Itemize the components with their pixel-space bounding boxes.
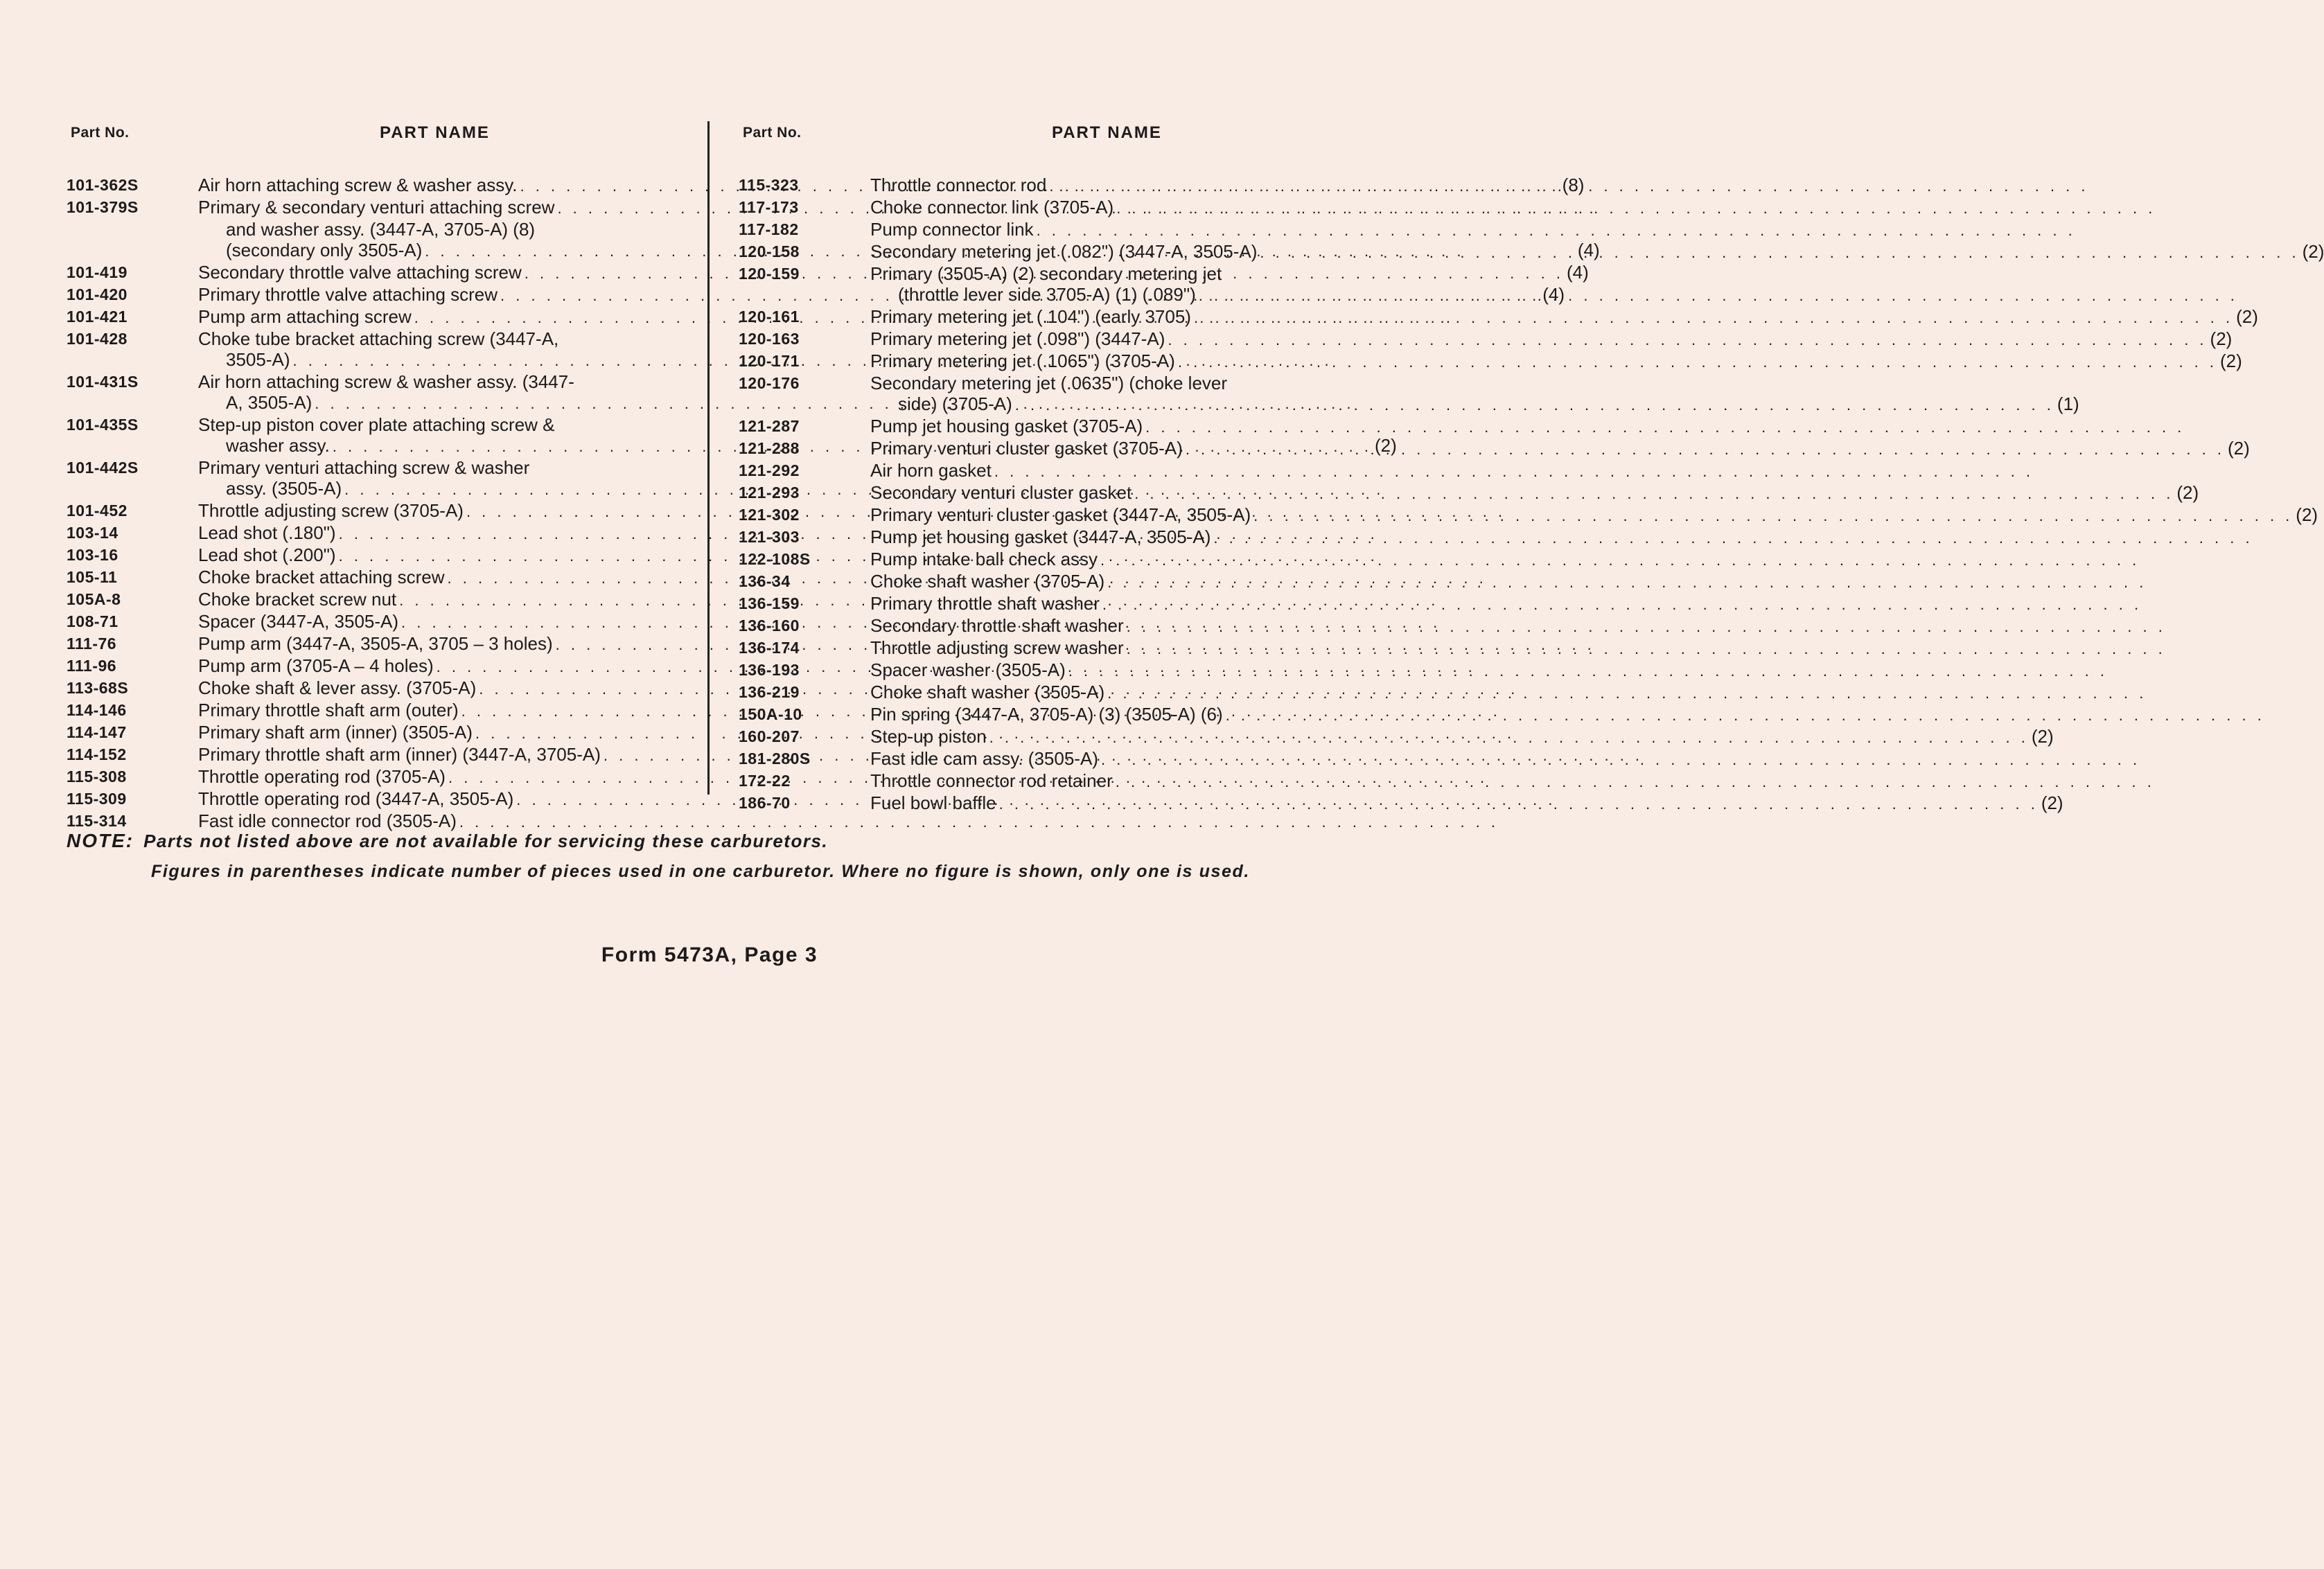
part-name-text: Throttle operating rod (3447-A, 3505-A) bbox=[198, 788, 514, 809]
part-number: 136-160 bbox=[739, 617, 800, 635]
description-line bbox=[870, 306, 2258, 328]
note-text: Parts not listed above are not available for servicing these carburetors. bbox=[143, 831, 829, 851]
part-number: 172-22 bbox=[739, 772, 791, 790]
part-number: 114-147 bbox=[67, 723, 127, 741]
part-name-text: Secondary metering jet (.0635") (choke lever bbox=[870, 373, 1228, 393]
part-description bbox=[870, 704, 2268, 726]
part-name-text: (secondary only 3505-A) bbox=[226, 240, 423, 260]
part-number: 120-159 bbox=[739, 265, 800, 283]
part-number: 101-452 bbox=[67, 502, 127, 520]
part-row bbox=[739, 416, 1355, 438]
description-line bbox=[870, 526, 2256, 549]
part-name-text: Primary throttle shaft washer bbox=[870, 593, 1100, 614]
part-description bbox=[870, 682, 2149, 704]
description-line bbox=[870, 393, 2079, 416]
part-number: 101-442S bbox=[67, 459, 139, 477]
description-line bbox=[870, 219, 2079, 241]
part-row bbox=[739, 659, 1355, 682]
part-quantity: (4) bbox=[1566, 262, 1589, 283]
part-number: 101-379S bbox=[67, 198, 139, 216]
column-divider bbox=[707, 121, 710, 795]
part-name-text: Spacer (3447-A, 3505-A) bbox=[198, 611, 399, 632]
part-name-text: Secondary venturi cluster gasket bbox=[870, 482, 1132, 503]
dot-leader bbox=[1194, 308, 2233, 328]
part-name-text: Pump jet housing gasket (3705-A) bbox=[870, 416, 1143, 436]
dot-leader bbox=[1213, 528, 2253, 549]
part-row bbox=[67, 589, 680, 611]
part-name-text: Primary (3505-A) (2) secondary metering jet bbox=[870, 263, 1222, 284]
part-name-text: Choke bracket attaching screw bbox=[198, 567, 445, 587]
description-line bbox=[870, 328, 2232, 351]
part-row bbox=[67, 328, 680, 371]
parts-list bbox=[739, 175, 2324, 815]
part-row bbox=[739, 263, 1355, 306]
description-line bbox=[870, 351, 2242, 373]
part-description bbox=[870, 438, 2250, 460]
part-number: 121-303 bbox=[739, 528, 800, 546]
part-row bbox=[67, 457, 680, 500]
part-number: 115-309 bbox=[67, 790, 127, 808]
part-row bbox=[739, 438, 2250, 460]
part-row bbox=[67, 788, 680, 810]
description-line bbox=[870, 482, 2199, 504]
part-number: 101-428 bbox=[67, 330, 127, 348]
part-name-text: Pump arm attaching screw bbox=[198, 306, 412, 327]
description-line bbox=[870, 504, 2318, 526]
part-description bbox=[870, 263, 2241, 306]
part-row bbox=[739, 549, 1355, 571]
part-number: 101-419 bbox=[67, 263, 127, 281]
part-row bbox=[739, 197, 1355, 219]
part-quantity: (2) bbox=[2296, 504, 2318, 525]
part-name-text: Fast idle cam assy. (3505-A) bbox=[870, 748, 1098, 769]
part-description bbox=[870, 306, 2258, 328]
part-description bbox=[870, 549, 2142, 571]
part-description bbox=[870, 571, 2149, 593]
part-number: 101-435S bbox=[67, 416, 139, 434]
part-row bbox=[739, 351, 2242, 373]
part-name-text: Choke shaft & lever assy. (3705-A) bbox=[198, 677, 477, 698]
dot-leader bbox=[1101, 750, 2140, 770]
page-footer: Form 5473A, Page 3 bbox=[601, 943, 818, 966]
part-row bbox=[739, 526, 1355, 549]
part-row bbox=[67, 700, 680, 722]
part-name-text: assy. (3505-A) bbox=[226, 478, 342, 499]
part-number: 103-14 bbox=[67, 524, 118, 542]
part-number: 121-302 bbox=[739, 506, 800, 524]
part-name-text: Primary metering jet (.1065") (3705-A) bbox=[870, 351, 1175, 371]
dot-leader bbox=[1037, 220, 2076, 241]
part-number: 120-163 bbox=[739, 330, 800, 348]
part-name-text: Primary metering jet (.098") (3447-A) bbox=[870, 328, 1165, 349]
part-row bbox=[739, 571, 1355, 593]
description-line bbox=[870, 416, 2187, 438]
description-line bbox=[870, 373, 2079, 393]
part-name-text: Choke bracket screw nut bbox=[198, 589, 397, 610]
part-number: 136-219 bbox=[739, 683, 800, 701]
description-line bbox=[870, 659, 2111, 682]
part-number: 160-207 bbox=[739, 727, 800, 745]
description-line bbox=[870, 748, 2143, 770]
part-quantity: (2) bbox=[2220, 351, 2242, 371]
part-number: 136-193 bbox=[739, 661, 800, 679]
part-quantity: (2) bbox=[2210, 328, 2233, 349]
part-number: 120-176 bbox=[739, 374, 800, 392]
description-line bbox=[870, 593, 2145, 615]
dot-leader bbox=[994, 461, 2034, 482]
part-number: 186-70 bbox=[739, 794, 791, 812]
dot-leader bbox=[1116, 198, 2156, 219]
dot-leader bbox=[1102, 594, 2142, 615]
part-row bbox=[67, 544, 680, 567]
part-name-text: and washer assy. (3447-A, 3705-A) (8) bbox=[226, 219, 536, 240]
dot-leader bbox=[1127, 639, 2166, 659]
part-number: 115-314 bbox=[67, 812, 127, 830]
part-name-text: Secondary throttle shaft washer bbox=[870, 615, 1124, 636]
header-part-no: Part No. bbox=[743, 125, 802, 141]
part-row bbox=[739, 460, 1355, 482]
part-number: 105-11 bbox=[67, 568, 118, 586]
part-quantity: (4) bbox=[1577, 240, 1600, 260]
part-name-text: Throttle operating rod (3705-A) bbox=[198, 766, 446, 787]
part-description bbox=[870, 659, 2111, 682]
part-number: 117-173 bbox=[739, 198, 799, 216]
dot-leader bbox=[1116, 772, 2155, 792]
part-quantity: (2) bbox=[2302, 241, 2324, 262]
part-row bbox=[739, 637, 1355, 659]
part-number: 122-108S bbox=[739, 550, 811, 568]
description-line bbox=[870, 549, 2142, 571]
parts-column-right bbox=[739, 119, 2324, 813]
dot-leader bbox=[1199, 285, 2238, 306]
part-quantity: (2) bbox=[1374, 435, 1397, 456]
part-name-text: Fuel bowl baffle bbox=[870, 792, 996, 813]
part-number: 105A-8 bbox=[67, 590, 121, 608]
part-quantity: (2) bbox=[2236, 306, 2258, 327]
column-header bbox=[67, 119, 680, 168]
part-row bbox=[67, 722, 680, 744]
part-quantity: (2) bbox=[2041, 792, 2063, 813]
description-line bbox=[870, 241, 2324, 263]
part-row bbox=[739, 792, 2063, 815]
description-line bbox=[870, 175, 2092, 197]
description-line bbox=[870, 792, 2063, 815]
part-name-text: Fast idle connector rod (3505-A) bbox=[198, 810, 457, 831]
part-row bbox=[67, 306, 680, 328]
part-description bbox=[870, 748, 2143, 770]
part-row bbox=[67, 522, 680, 544]
part-number: 111-76 bbox=[67, 635, 117, 653]
part-number: 108-71 bbox=[67, 612, 118, 630]
part-name-text: Primary venturi cluster gasket (3705-A) bbox=[870, 438, 1183, 459]
part-name-text: Primary venturi cluster gasket (3447-A, 3505-A) bbox=[870, 504, 1251, 525]
part-row bbox=[739, 615, 1355, 637]
part-number: 150A-10 bbox=[739, 705, 802, 723]
part-name-text: Lead shot (.200") bbox=[198, 544, 336, 565]
part-name-text: Pin spring (3447-A, 3705-A) (3) (3505-A) (6) bbox=[870, 704, 1223, 725]
dot-leader bbox=[1100, 550, 2140, 571]
part-name-text: Primary throttle shaft arm (outer) bbox=[198, 700, 459, 720]
part-row bbox=[739, 704, 1355, 726]
part-number: 120-161 bbox=[739, 308, 800, 326]
part-row bbox=[739, 328, 2233, 351]
part-name-text: (throttle lever side 3705-A) (1) (.089") bbox=[898, 284, 1196, 305]
dot-leader bbox=[1068, 661, 2108, 682]
part-quantity: (4) bbox=[1542, 284, 1565, 305]
dot-leader bbox=[1127, 617, 2166, 637]
part-number: 101-431S bbox=[67, 373, 139, 391]
description-line bbox=[870, 726, 2054, 748]
part-row bbox=[67, 677, 680, 700]
part-name-text: Primary throttle shaft arm (inner) (3447-A, 3705-A) bbox=[198, 744, 601, 765]
part-description bbox=[870, 416, 2187, 438]
dot-leader bbox=[1134, 484, 2174, 504]
note-line-1 bbox=[67, 830, 1362, 852]
part-number: 101-421 bbox=[67, 308, 127, 326]
part-name-text: Secondary throttle valve attaching screw bbox=[198, 262, 522, 283]
part-description bbox=[870, 460, 2036, 482]
part-number: 101-362S bbox=[67, 176, 139, 194]
part-name-text: Primary throttle valve attaching screw bbox=[198, 284, 498, 305]
part-number: 181-280S bbox=[739, 750, 811, 768]
part-row bbox=[739, 373, 2079, 416]
dot-leader bbox=[1253, 506, 2293, 526]
part-description bbox=[870, 593, 2145, 615]
part-description bbox=[870, 770, 2158, 792]
part-name-text: Step-up piston cover plate attaching screw & bbox=[198, 414, 555, 435]
part-name-text: Choke shaft washer (3705-A) bbox=[870, 571, 1105, 592]
part-name-text: Secondary metering jet (.082") (3447-A, 3505-A) bbox=[870, 241, 1258, 262]
part-number: 117-182 bbox=[739, 220, 799, 238]
part-name-text: Air horn attaching screw & washer assy. (3447- bbox=[198, 371, 574, 392]
part-number: 101-420 bbox=[67, 285, 127, 303]
dot-leader bbox=[1015, 395, 2054, 416]
part-name-text: Throttle connector rod retainer bbox=[870, 770, 1113, 791]
note-label: NOTE: bbox=[67, 830, 134, 851]
part-quantity: (2) bbox=[2031, 726, 2054, 747]
dot-leader bbox=[1107, 683, 2147, 704]
part-row bbox=[739, 726, 2054, 748]
part-name-text: Throttle adjusting screw (3705-A) bbox=[198, 500, 464, 521]
part-name-text: Lead shot (.180") bbox=[198, 522, 336, 543]
part-row bbox=[739, 482, 2199, 504]
header-part-name: PART NAME bbox=[380, 123, 490, 142]
dot-leader bbox=[999, 794, 2039, 815]
header-part-no: Part No. bbox=[71, 125, 130, 141]
part-description bbox=[870, 637, 2169, 659]
part-name-text: Primary shaft arm (inner) (3505-A) bbox=[198, 722, 473, 743]
description-line bbox=[870, 637, 2169, 659]
part-number: 114-146 bbox=[67, 701, 127, 719]
part-row bbox=[67, 633, 680, 655]
part-row bbox=[739, 682, 1355, 704]
part-number: 115-323 bbox=[739, 176, 799, 194]
part-description bbox=[870, 482, 2199, 504]
part-description bbox=[870, 792, 2063, 815]
part-number: 103-16 bbox=[67, 546, 118, 564]
dot-leader bbox=[1178, 352, 2217, 373]
part-name-text: A, 3505-A) bbox=[226, 392, 312, 413]
part-name-text: Throttle connector rod bbox=[870, 175, 1047, 195]
part-name-text: Pump intake ball check assy bbox=[870, 549, 1098, 569]
part-description bbox=[870, 504, 2318, 526]
part-description bbox=[870, 351, 2242, 373]
part-name-text: side) (3705-A) bbox=[898, 393, 1012, 414]
part-quantity: (8) bbox=[1562, 175, 1585, 195]
description-line bbox=[870, 704, 2268, 726]
part-name-text: Choke tube bracket attaching screw (3447-A, bbox=[198, 328, 559, 349]
dot-leader bbox=[1168, 330, 2207, 351]
description-line bbox=[870, 615, 2169, 637]
dot-leader bbox=[1145, 417, 2185, 438]
part-row bbox=[67, 500, 680, 522]
part-name-text: Pump jet housing gasket (3447-A, 3505-A) bbox=[870, 526, 1211, 547]
part-name-text: Step-up piston bbox=[870, 726, 987, 747]
part-row bbox=[67, 371, 680, 414]
column-header bbox=[739, 119, 1355, 168]
part-description bbox=[870, 373, 2079, 416]
part-number: 115-308 bbox=[67, 768, 127, 786]
part-description bbox=[870, 726, 2054, 748]
part-number: 136-34 bbox=[739, 572, 791, 590]
part-row bbox=[739, 504, 2318, 526]
part-number: 121-292 bbox=[739, 461, 800, 479]
part-row bbox=[739, 219, 1355, 241]
part-number: 136-159 bbox=[739, 594, 800, 612]
part-number: 121-288 bbox=[739, 439, 800, 457]
part-name-text: Primary venturi attaching screw & washer bbox=[198, 457, 530, 478]
description-line bbox=[870, 263, 2241, 284]
description-line bbox=[870, 197, 2158, 219]
part-name-text: Air horn attaching screw & washer assy. bbox=[198, 175, 518, 195]
part-name-text: Pump arm (3705-A – 4 holes) bbox=[198, 655, 434, 676]
part-number: 113-68S bbox=[67, 679, 129, 697]
part-description bbox=[870, 328, 2232, 351]
part-row bbox=[739, 593, 1355, 615]
description-line bbox=[870, 682, 2149, 704]
part-row bbox=[67, 567, 680, 589]
part-quantity: (2) bbox=[2176, 482, 2199, 503]
part-number: 114-152 bbox=[67, 745, 127, 763]
part-quantity: (2) bbox=[2228, 438, 2250, 459]
part-description bbox=[870, 615, 2169, 637]
note-line-2: Figures in parentheses indicate number of pieces used in one carburetor. Where no figure is shown, only one is used. bbox=[151, 862, 1250, 881]
description-line bbox=[870, 438, 2250, 460]
part-name-text: Primary metering jet (.104") (early 3705) bbox=[870, 306, 1191, 327]
part-row bbox=[67, 744, 680, 766]
dot-leader bbox=[1107, 572, 2147, 593]
dot-leader bbox=[1260, 242, 2299, 263]
part-row bbox=[67, 655, 680, 677]
part-description bbox=[870, 219, 2079, 241]
description-line bbox=[870, 460, 2036, 482]
part-description bbox=[870, 241, 2324, 263]
part-number: 121-287 bbox=[739, 417, 800, 435]
description-line bbox=[870, 571, 2149, 593]
part-description bbox=[870, 526, 2256, 549]
part-row bbox=[67, 611, 680, 633]
part-quantity: (1) bbox=[2057, 393, 2079, 414]
part-row bbox=[739, 748, 1355, 770]
part-row bbox=[739, 241, 2324, 263]
part-number: 120-171 bbox=[739, 352, 800, 370]
dot-leader bbox=[1049, 176, 2088, 197]
part-number: 121-293 bbox=[739, 484, 800, 502]
part-name-text: Air horn gasket bbox=[870, 460, 992, 481]
part-number: 111-96 bbox=[67, 657, 117, 675]
part-name-text: Throttle adjusting screw washer bbox=[870, 637, 1124, 658]
part-name-text: Spacer washer (3505-A) bbox=[870, 659, 1066, 680]
part-name-text: Primary & secondary venturi attaching screw bbox=[198, 197, 555, 218]
dot-leader bbox=[1186, 439, 2225, 460]
part-name-text: 3505-A) bbox=[226, 349, 290, 370]
part-row bbox=[67, 766, 680, 788]
part-name-text: Pump arm (3447-A, 3505-A, 3705 – 3 holes) bbox=[198, 633, 553, 654]
part-row bbox=[739, 770, 1355, 792]
description-line bbox=[870, 284, 2241, 306]
dot-leader bbox=[989, 727, 2029, 748]
dot-leader bbox=[1226, 705, 2265, 726]
part-name-text: Pump connector link bbox=[870, 219, 1034, 240]
part-number: 120-158 bbox=[739, 242, 800, 260]
description-line bbox=[870, 770, 2158, 792]
header-part-name: PART NAME bbox=[1052, 123, 1162, 142]
part-number: 136-174 bbox=[739, 639, 800, 657]
part-name-text: Choke shaft washer (3505-A) bbox=[870, 682, 1105, 702]
part-row bbox=[739, 306, 2258, 328]
part-row bbox=[739, 175, 1355, 197]
part-description bbox=[870, 175, 2092, 197]
part-name-text: Choke connector link (3705-A) bbox=[870, 197, 1114, 218]
part-name-text: washer assy. bbox=[226, 435, 330, 456]
part-description bbox=[870, 197, 2158, 219]
